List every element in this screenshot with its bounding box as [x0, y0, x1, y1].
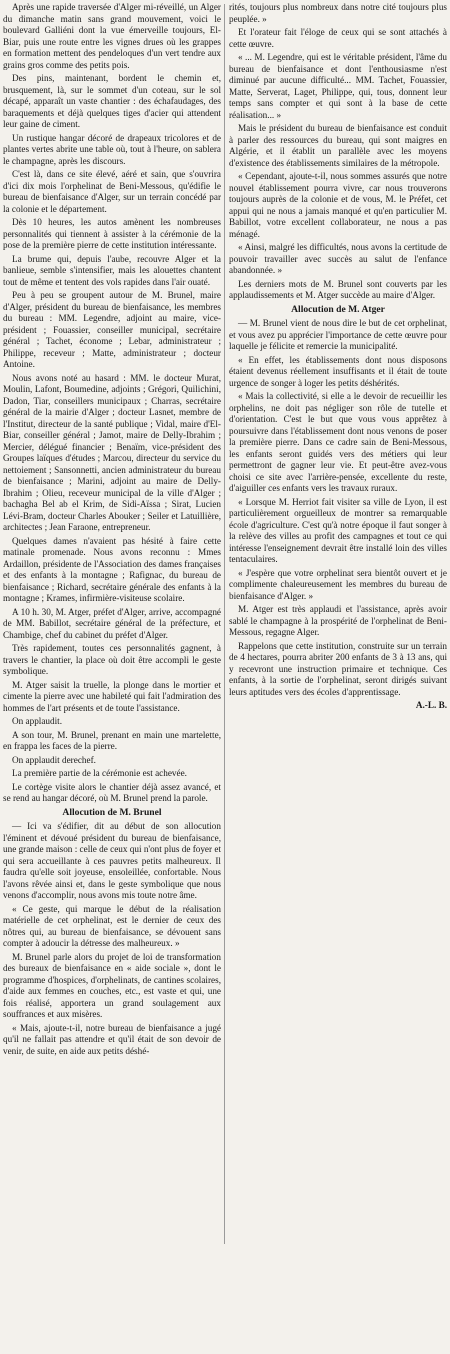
speech-paragraph: « En effet, les établissements dont nous disposons étaient devenus réellement insuffisants et il était de toute urgence de songer à loger les petits déshérités.	[229, 354, 447, 388]
article-paragraph: Les derniers mots de M. Brunel sont couverts par les applaudissements et M. Atger succède au maire d'Alger.	[229, 278, 447, 300]
article-paragraph: M. Atger saisit la truelle, la plonge dans le mortier et cimente la pierre avec une habileté qui fait l'admiration des hommes de l'art présents et de toute l'assistance.	[3, 679, 221, 713]
article-paragraph: La brume qui, depuis l'aube, recouvre Alger et la banlieue, semble s'intensifier, mais les alouettes chantent tout de même et tentent des vols rapides dans l'air ouaté.	[3, 253, 221, 287]
speech-paragraph: M. Atger est très applaudi et l'assistance, après avoir sablé le champagne à la prospérité de l'orphelinat de Beni-Messous, regagne Alger.	[229, 604, 447, 637]
article-paragraph: Des pins, maintenant, bordent le chemin et, brusquement, là, sur le sommet d'un coteau, sur le sol décapé, apparaît un vaste chantier : des échafaudages, des baraquements et déjà quelques tiges d'acier qui attendent leur gaine de ciment.	[3, 73, 221, 129]
speech-paragraph: — M. Brunel vient de nous dire le but de cet orphelinat, et vous avez pu apprécier l'importance de cette œuvre pour laquelle je félicite et remercie la municipalité.	[229, 318, 447, 351]
article-paragraph: On applaudit derechef.	[12, 754, 96, 765]
article-paragraph: Nous avons noté au hasard : MM. le docteur Murat, Moulin, Lafont, Boumedine, adjoints ; Grégori, Quilichini, Dadon, Tiar, conseillers municipaux ; Charras, secrétaire général de la mairie d'Alger ; docteur Lasnet, membre de l'Institut, directeur de la santé publique ; Vidal, maire d'El-Biar, conseiller général ; Jamot, maire de Delly-Ibrahim ; Mercier, délégué financier ; Benaïm, vice-président des Groupes laïques d'études ; Marcou, directeur du service du nettoiement ; Sansonnetti, ancien administrateur du bureau de bienfaisance ; Marini, adjoint au maire de Delly-Ibrahim ; Olieu, receveur municipal de la ville d'Alger ; bachagha Bel ab el Krim, de Sidi-Aïssa ; Sirat, Lucien Lévi-Bram, docteur Charles Abouker ; Seiler et Latuillière, architectes ; Jean Faraone, entrepreneur.	[3, 372, 221, 532]
left-column	[3, 2, 221, 1059]
article-paragraph: A 10 h. 30, M. Atger, préfet d'Alger, arrive, accompagné de MM. Babillot, secrétaire général de la préfecture, et Chambige, chef du cabinet du préfet d'Alger.	[3, 606, 221, 640]
article-paragraph: Mais le président du bureau de bienfaisance est conduit à parler des ressources du bureau, qui sont maigres en Algérie, et il établit un parallèle avec les moyens d'existence des établissements similaires de la métropole.	[229, 123, 447, 168]
article-paragraph: Très rapidement, toutes ces personnalités gagnent, à travers le chantier, la place où doit être accompli le geste symbolique.	[3, 643, 221, 676]
speech-paragraph: « Mais la collectivité, si elle a le devoir de recueillir les orphelins, ne doit pas négliger son rôle de tutelle et d'orientation. C'est le but que vous vous apprêtez à poursuivre dans l'établissement dont nous venons de poser la première pierre. Dans ce cadre sain de Beni-Messous, les enfants seront guidés vers des métiers qui leur permettront de gagner leur vie. Et peut-être avez-vous choisi ce site avec l'arrière-pensée, excellente du reste, d'aiguiller ces enfants vers les travaux ruraux.	[229, 391, 447, 493]
article-paragraph: « ... M. Legendre, qui est le véritable président, l'âme du bureau de bienfaisance et dont l'enthousiasme n'est diminué par aucune difficulté... MM. Tachet, Fouassier, Matte, Serverat, Laget, Philippe, qui, tous, donnent leur temps sans compter et qui sont à la base de cette réalisation... »	[229, 52, 447, 120]
article-paragraph: rités, toujours plus nombreux dans notre cité toujours plus peuplée. »	[229, 2, 447, 24]
article-paragraph: Et l'orateur fait l'éloge de ceux qui se sont attachés à cette œuvre.	[229, 27, 447, 49]
author-signature: A.-L. B.	[415, 700, 447, 710]
speech-paragraph: « J'espère que votre orphelinat sera bientôt ouvert et je complimente chaleureusement les membres du bureau de bienfaisance d'Alger. »	[229, 567, 447, 601]
speech-paragraph: Rappelons que cette institution, construite sur un terrain de 4 hectares, pourra abriter 200 enfants de 3 à 13 ans, qui y recevront une instruction primaire et technique. Ces enfants, à la sortie de l'orphelinat, seront dirigés suivant leurs aptitudes vers des écoles d'apprentissage.	[229, 640, 447, 697]
article-paragraph: A son tour, M. Brunel, prenant en main une martelette, en frappa les faces de la pierre.	[3, 729, 221, 751]
article-paragraph: Le cortège visite alors le chantier déjà assez avancé, et se rend au hangar décoré, où M. Brunel prend la parole.	[3, 781, 221, 803]
speech-paragraph: « Lorsque M. Herriot fait visiter sa ville de Lyon, il est particulièrement orgueilleux de montrer sa remarquable école d'agriculture. C'est qu'à notre époque il faut songer à la relève des villes au profit des campagnes et tout ce qui intéresse l'enseignement devrait être installé loin des villes tentaculaires.	[229, 496, 447, 564]
column-divider	[224, 4, 225, 1244]
article-paragraph: Peu à peu se groupent autour de M. Brunel, maire d'Alger, président du bureau de bienfaisance, les membres du bureau : MM. Legendre, adjoint au maire, vice-président ; Fouassier, conseiller municipal, secrétaire général ; Tachet, économe ; Lebar, administrateur ; Philippe, receveur ; Matte, administrateur ; docteur Antoine.	[3, 290, 221, 369]
article-paragraph: Dès 10 heures, les autos amènent les nombreuses personnalités qui tiennent à assister à la cérémonie de la pose de la première pierre de cette institution intéressante.	[3, 217, 221, 250]
section-heading-brunel: Allocution de M. Brunel	[62, 806, 162, 818]
article-paragraph: « Cependant, ajoute-t-il, nous sommes assurés que notre nouvel établissement pourra vivre, car nous trouverons toujours auprès de la colonie et de vous, M. le Préfet, cet appui qui ne nous a jamais manqué et qu'en particulier M. Babillot, votre excellent collaborateur, ne nous a pas ménagé.	[229, 171, 447, 239]
article-paragraph: Quelques dames n'avaient pas hésité à faire cette matinale promenade. Nous avons reconnu : Mmes Ardaillon, présidente de l'Association des dames françaises et des enfants à la montagne ; Rafignac, du bureau de bienfaisance ; Richard, secrétaire générale des enfants à la montagne ; Krames, infirmière-visiteuse scolaire.	[3, 535, 221, 603]
article-paragraph: Un rustique hangar décoré de drapeaux tricolores et de plantes vertes abrite une table où, tout à l'heure, on sablera le champagne, après les discours.	[3, 132, 221, 166]
speech-paragraph: « Ce geste, qui marque le début de la réalisation matérielle de cet orphelinat, est le dernier de ceux des nôtres qui, au bureau de bienfaisance, se dévouent sans compter à adoucir la détresse des malheureux. »	[3, 903, 221, 948]
article-paragraph: C'est là, dans ce site élevé, aéré et sain, que s'ouvrira d'ici dix mois l'orphelinat de Beni-Messous, qu'édifie le bureau de bienfaisance d'Alger, sur un terrain concédé par la colonie et le département.	[3, 169, 221, 214]
speech-paragraph: « Mais, ajoute-t-il, notre bureau de bienfaisance a jugé qu'il ne fallait pas attendre et qu'il était de son devoir de venir, de suite, en aide aux petits déshé-	[3, 1022, 221, 1056]
article-paragraph: On applaudit.	[12, 716, 63, 726]
article-paragraph: La première partie de la cérémonie est achevée.	[12, 768, 187, 778]
speech-paragraph: M. Brunel parle alors du projet de loi de transformation des bureaux de bienfaisance en « aide sociale », dont le programme d'hospices, d'orphelinats, de cantines scolaires, d'aide aux femmes en couches, etc., est vaste et qui, une fois réalisé, apportera un grand soulagement aux souffrances et aux misères.	[3, 951, 221, 1019]
right-column	[229, 2, 447, 714]
article-paragraph: « Ainsi, malgré les difficultés, nous avons la certitude de pouvoir travailler avec succès au salut de l'enfance abandonnée. »	[229, 242, 447, 275]
section-heading-atger: Allocution de M. Atger	[291, 303, 385, 315]
speech-paragraph: — Ici va s'édifier, dit au début de son allocution l'éminent et dévoué président du bureau de bienfaisance, une grande maison : celle de ceux qui n'ont plus de foyer et qui sera accueillante à ces pauvres petits malheureux. Il faudra qu'elle soit joyeuse, ensoleillée, confortable. Nous l'avons rêvée ainsi et, dans le geste symbolique que nous venons d'accomplir, nous avons mis toute notre âme.	[3, 821, 222, 900]
article-paragraph: Après une rapide traversée d'Alger mi-réveillé, un Alger du dimanche matin sans grand mouvement, voici le boulevard Galliéni dont la vue émerveille toujours, El-Biar, puis une route entre les vignes drues où les grappes en formation mettent des pendeloques d'un vert tendre aux grains gros comme des petits pois.	[3, 2, 221, 70]
